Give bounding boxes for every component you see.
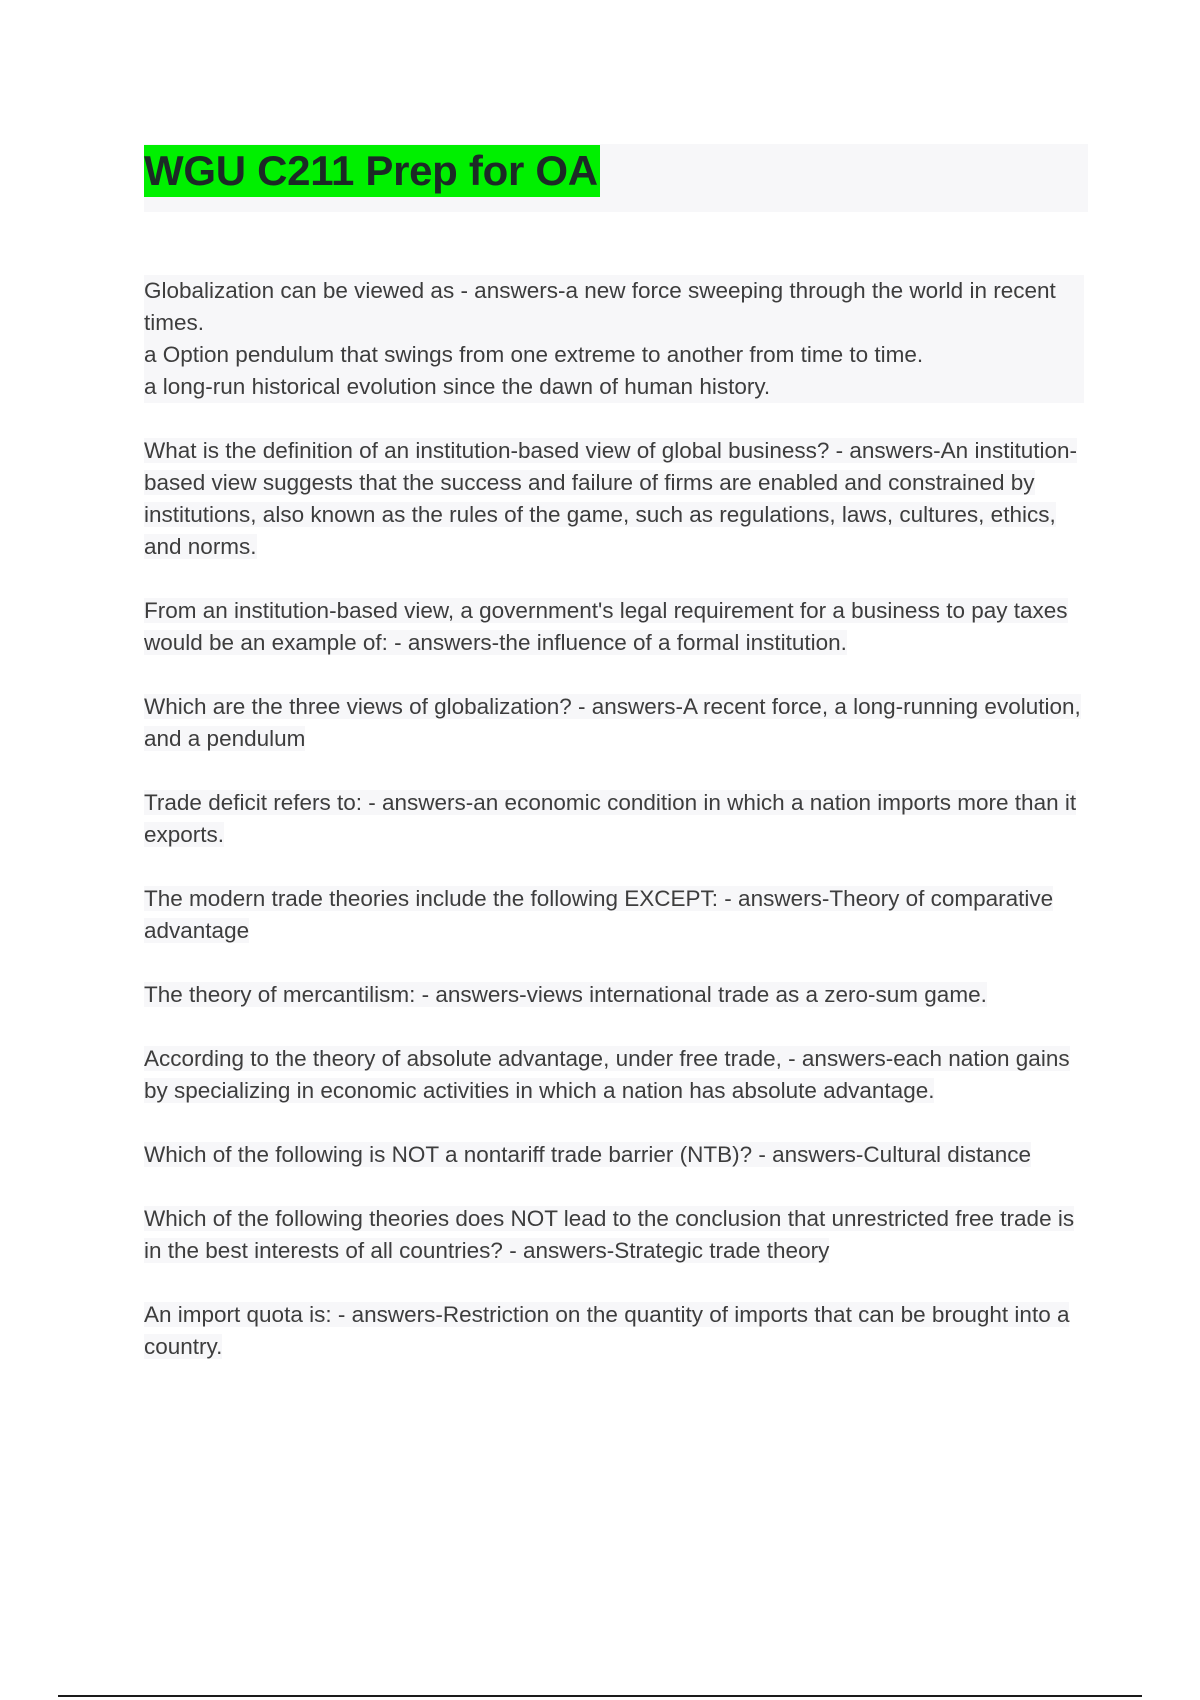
qa-item-text: The theory of mercantilism: - answers-views international trade as a zero-sum game. bbox=[144, 982, 987, 1007]
qa-item-text: An import quota is: - answers-Restriction on the quantity of imports that can be brought into a country. bbox=[144, 1302, 1070, 1359]
qa-item bbox=[144, 979, 1084, 1011]
qa-item bbox=[144, 595, 1084, 659]
qa-item bbox=[144, 691, 1084, 755]
qa-item bbox=[144, 883, 1084, 947]
intro-line-1: Globalization can be viewed as - answers-a new force sweeping through the world in recent times. bbox=[144, 275, 1084, 339]
qa-item-text: Which of the following theories does NOT lead to the conclusion that unrestricted free trade is in the best interests of all countries? - answers-Strategic trade theory bbox=[144, 1206, 1075, 1263]
qa-item bbox=[144, 435, 1084, 563]
qa-item-text: From an institution-based view, a government's legal requirement for a business to pay taxes would be an example of: - answers-the influence of a formal institution. bbox=[144, 598, 1068, 655]
qa-item bbox=[144, 1203, 1084, 1267]
qa-item bbox=[144, 1299, 1084, 1363]
qa-item-text: According to the theory of absolute advantage, under free trade, - answers-each nation gains by specializing in economic activities in which a nation has absolute advantage. bbox=[144, 1046, 1070, 1103]
qa-item bbox=[144, 1043, 1084, 1107]
qa-item-text: Trade deficit refers to: - answers-an economic condition in which a nation imports more than it exports. bbox=[144, 790, 1077, 847]
qa-item-text: Which of the following is NOT a nontariff trade barrier (NTB)? - answers-Cultural distance bbox=[144, 1142, 1032, 1167]
qa-item bbox=[144, 1139, 1084, 1171]
footer-divider bbox=[58, 1695, 1142, 1697]
intro-line-3: a long-run historical evolution since the dawn of human history. bbox=[144, 371, 1084, 403]
qa-item-text: The modern trade theories include the following EXCEPT: - answers-Theory of comparative advantage bbox=[144, 886, 1054, 943]
qa-item-text: Which are the three views of globalization? - answers-A recent force, a long-running evolution, and a pendulum bbox=[144, 694, 1081, 751]
intro-line-2: a Option pendulum that swings from one extreme to another from time to time. bbox=[144, 339, 1084, 371]
qa-intro bbox=[144, 275, 1084, 403]
qa-item-text: What is the definition of an institution-based view of global business? - answers-An institution-based view suggests that the success and failure of firms are enabled and constrained by institutions, also known as the rules of the game, such as regulations, laws, cultures, ethics, and norms. bbox=[144, 438, 1077, 559]
qa-content bbox=[144, 275, 1084, 1395]
qa-item bbox=[144, 787, 1084, 851]
page-title: WGU C211 Prep for OA bbox=[144, 145, 600, 197]
